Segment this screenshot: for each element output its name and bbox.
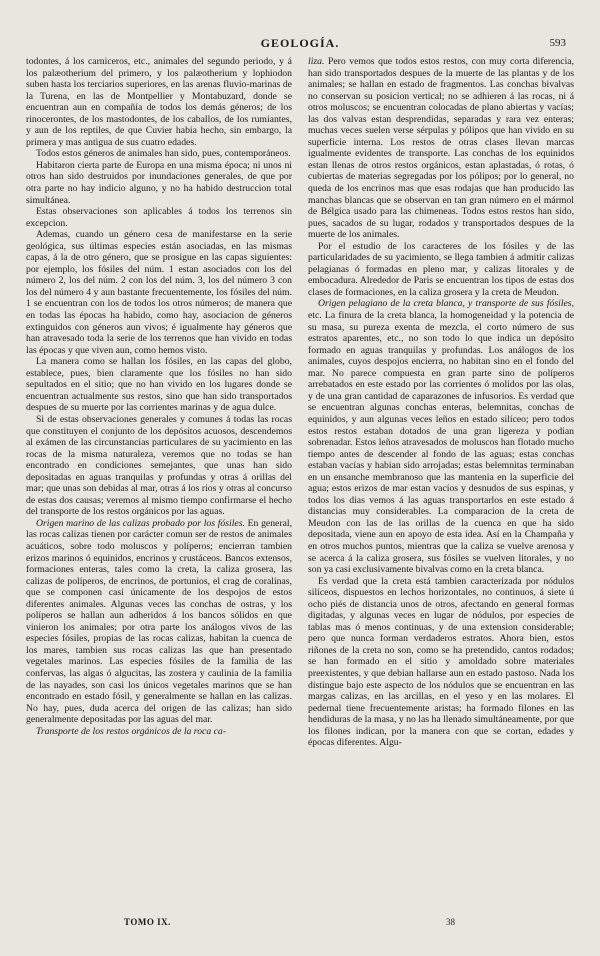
paragraph (308, 241, 574, 299)
paragraph-text: Es verdad que la creta está tambien caracterizada por nódulos silíceos, dispuestos en lechos horizontales, no continuos, á siete ú ocho piés de distancia unos de otros, afectando en general formas digitadas, y algunas veces en lugar de nódulos, por especies de tablas mas ó menos continuas, y de una extension considerable; pero que nunca forman verdaderos estratos. Ahora bien, estos riñones de la creta no son, como se ha pretendido, cantos rodados; se han formado en el sitio y amoldado sobre materiales preexistentes, y que debian hallarse aun en estado pastoso. Nada los distingue bajo este aspecto de los nódulos que se encuentran en las margas calizas, en las arcillas, en el yeso y en las molares. El pedernal tiene frecuentemente aristas; ha formado filones en las hendiduras de la masa, y no las ha llenado simultáneamente, por que los filones indican, por la manera con que se cortan, edades y épocas diferentes. Algu- (308, 575, 574, 749)
paragraph-lead: Transporte de los restos orgánicos de la roca ca- (36, 725, 226, 737)
paragraph-text: Por el estudio de los caracteres de los fósiles y de las particularidades de su yacimiento, se llega tambien á admitir calizas pelagianas ó formadas en pleno mar, y calizas litorales y de embocadura. Alrededor de Paris se encuentran los tipos de estas dos clases de formaciones, en la caliza grosera y la creta de Meudon. (308, 240, 574, 298)
running-head (26, 22, 574, 50)
paragraph-text: Habitaron cierta parte de Europa en una misma época; ni unos ni otros han sido destruidos por inundaciones generales, de que por otra parte no hay indicio alguno, y no ha habido destruccion total simultánea. (26, 159, 292, 206)
paragraph (308, 56, 574, 241)
page-footer (26, 917, 574, 931)
paragraph-text: Ademas, cuando un género cesa de manifestarse en la serie geológica, sus últimas especies están asociadas, en las mismas capas, á la de otro género, que se prosigue en las capas siguientes: por ejemplo, los fósiles del núm. 1 estan asociados con los del número 2, los del núm. 2 con los del núm. 3, los del número 3 con los del número 4 y aun bastante frecuentemente, los fósiles del núm. 1 se encuentran con los de todos los otros números; de manera que en todas las épocas ha habido, como hay, asociacion de géneros extinguidos con géneros aun vivos; é igualmente hay géneros que han atravesado toda la serie de los terrenos que han vivido en todas las épocas y que viven aun, como hemos visto. (26, 229, 292, 356)
paragraph-text: etc. La finura de la creta blanca, la homogeneidad y la potencia de su masa, su pureza exenta de mezcla, el corto número de sus estratos aparentes, etc., no son todo lo que indica un depósito formado en aguas tranquilas y profundas. Los análogos de los animales, cuyos despojos encierra, no habitan sino en el fondo del mar. No parece compuesta en gran parte sino de políperos arrebatados en este estado por las corrientes ó molidos por las olas, y de una gran cantidad de caparazones de infusorios. Es verdad que se encuentran algunas conchas enteras, belemnitas, conchas de equinidos, y aun algunas veces leños en estado silíceo; pero todos estos restos estaban dotados de una gran ligereza y podian sobrenadar. Estos leños atravesados de moluscos han flotado mucho tiempo antes de descender al fondo de las aguas; estas conchas estaban vacías y habian sido arrojadas; estas belemnitas terminaban en un ensanche membranoso que las mantenia en la superficie del agua; estos erizos de mar estan vacíos y desnudos de sus espinas, y todos los dias vemos á las aguas transportarlos en este estado á distancias muy considerables. La comparacion de la creta de Meudon con las de las orillas de la cuenca en que ha sido depositada, viene aun en apoyo de esta idea. Así en la Champaña y en otros muchos puntos, mientras que la caliza se vuelve arenosa y se acerca á la caliza grosera, sus fósiles se vuelven litorales, y no son ya casi exclusivamente bivalvas como en la creta blanca. (308, 310, 574, 576)
paragraph (308, 298, 574, 575)
paragraph-text: En general, las rocas calizas tienen por carácter comun ser de restos de animales acuáticos, sobre todo moluscos y políperos; encierran tambien erizos marinos ó equinidos, encrinos y crustáceos. Bancos extensos, formaciones enteras, tales como la creta, la caliza grosera, las calizas de políperos, de encrinos, de portunios, el crag de coralinas, que se componen casi únicamente de los despojos de estos diferentes animales. Algunas veces las conchas de ostras, y los políperos se hallan aun adheridos á los bancos sólidos en que vinieron los animales; por otra parte los análogos vivos de las especies fósiles, propias de las rocas calizas, habitan la cuenca de los mares, tambien sus rocas calizas las que han presentado vegetales marinos. Las especies fósiles de la familia de las confervas, las algas ó algucitas, las zostera y caulinia de la familia de las nayades, son casi los únicos vegetales marinos que se han encontrado en estado fósil, y generalmente se hallan en las calizas. No hay, pues, duda acerca del origen de las calizas; han sido generalmente depositadas por las aguas del mar. (26, 517, 292, 726)
paragraph-text: Estas observaciones son aplicables á todos los terrenos sin excepcion. (26, 206, 292, 229)
volume-label: TOMO IX. (124, 917, 171, 927)
text-columns (26, 56, 574, 749)
paragraph (26, 518, 292, 726)
paragraph-lead: Origen marino de las calizas probado por los fósiles. (36, 517, 245, 529)
paragraph-text: Si de estas observaciones generales y comunes á todas las rocas que constituyen el conjunto de los depósitos acuosos, descendemos al exámen de las circunstancias particulares de su yacimiento en las rocas de la misma naturaleza, veremos que no todas se han encontrado en condiciones semejantes, que unas han sido depositadas en aguas tranquilas y profundas y otras á orillas del mar; que unas son debidas al mar, otras á los rios y otras al concurso de estas dos causas; veremos al mismo tiempo confirmarse el hecho del transporte de los restos orgánicos por las aguas. (26, 413, 292, 518)
paragraph (26, 206, 292, 229)
left-column (26, 56, 292, 749)
paragraph (26, 229, 292, 356)
paragraph (26, 160, 292, 206)
page-number: 593 (549, 37, 566, 49)
paragraph-lead: Origen pelagiano de la creta blanca, y transporte de sus fósiles, (318, 298, 574, 310)
paragraph-text: Todos estos géneros de animales han sido, pues, contemporáneos. (36, 148, 291, 160)
paragraph (26, 414, 292, 518)
paragraph (26, 726, 292, 738)
paragraph (26, 148, 292, 160)
paragraph (26, 56, 292, 148)
signature-mark: 38 (446, 917, 455, 927)
paragraph-text: Pero vemos que todos estos restos, con muy corta diferencia, han sido transportados despues de la muerte de las plantas y de los animales; se hallan en estado de fragmentos. Las conchas bivalvas no conservan su posicion vertical; no se adhieren á las rocas, ni á otros moluscos; se encuentran colocadas de plano abiertas y vacías; las dos valvas estan desprendidas, separadas y rara vez enteras; muchas veces suelen verse sérpulas y pólipos que han vivido en su superficie interna. Los restos de otras clases llevan marcas igualmente evidentes de transporte. Las conchas de los equinidos estan llenas de otros restos orgánicos, estan aplastadas, ó rotas, ó cubiertas de materias segregadas por los pólipos; por lo general, no queda de los encrinos mas que esas rodajas que han producido las manchas blancas que se observan en tan gran número en el mármol de Bélgica usado para las chimeneas. Todos estos restos han sido, pues, sacados de su lugar, rodados y transportados despues de la muerte de los animales. (308, 56, 574, 241)
page-header-title: GEOLOGÍA. (260, 36, 340, 50)
right-column (308, 56, 574, 749)
paragraph (26, 356, 292, 414)
paragraph-lead: liza. (308, 56, 325, 67)
paragraph (308, 576, 574, 749)
paragraph-text: La manera como se hallan los fósiles, en las capas del globo, establece, pues, bien claramente que los fósiles no han sido sepultados en el sitio; que no han vivido en los lugares donde se encuentran actualmente sus restos, sino que han sido transportados despues de su muerte por las corrientes marinas y de agua dulce. (26, 356, 292, 414)
paragraph-text: todontes, á los carniceros, etc., animales del segundo periodo, y á los palæotherium del primero, y los palæotherium y lophiodon suben hasta los terciarios superiores, en las arenas fluvio-marinas de la Turena, en las de Montpellier y Montabuzard, donde se encuentran aun en compañía de todos los demás géneros; de los rinocerontes, de los mastodontes, de los caballos, de los rumiantes, y aun de los reptiles, de que Cuvier habia hecho, sin embargo, la primera y mas antigua de sus cuatro edades. (26, 56, 292, 148)
